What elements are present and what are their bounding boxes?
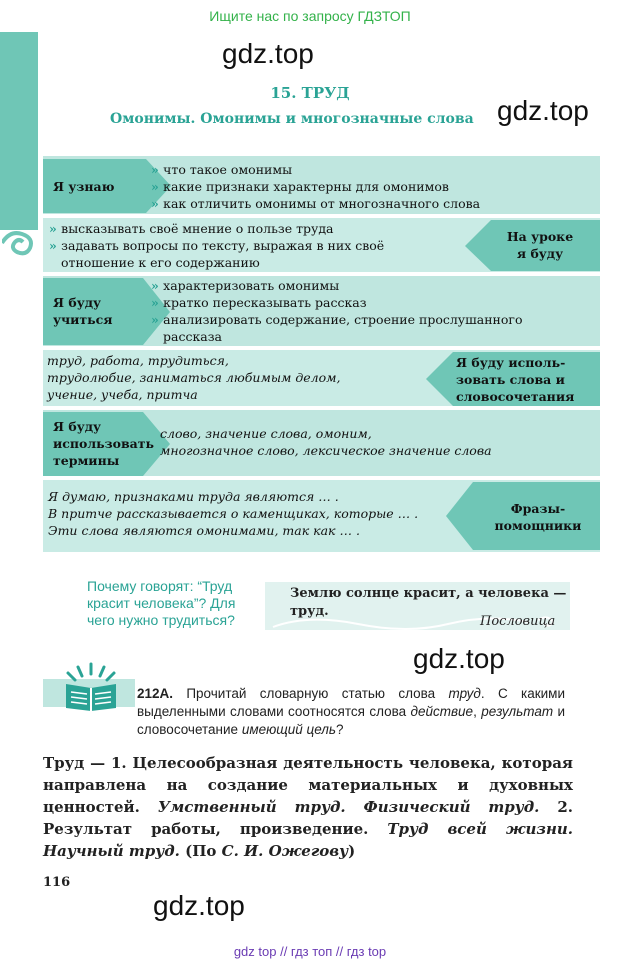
study-list xyxy=(151,277,523,345)
footer-links[interactable]: gdz top // гдз топ // гдз top xyxy=(233,944,387,959)
tag-study: Я буду учиться xyxy=(53,295,113,327)
lesson-subtitle: Омонимы. Омонимы и многозначные слова xyxy=(110,111,474,127)
list-item: » как отличить омонимы от многозначного слова xyxy=(151,195,480,212)
tag-words: Я буду исполь- зовать слова и словосочетания xyxy=(456,355,575,404)
phrases-list: Я думаю, признаками труда являются … . В притче рассказывается о каменщиках, которые … . Эти слова являются омонимами, так как … . xyxy=(48,489,419,538)
watermark: gdz.top xyxy=(413,643,505,674)
open-book-icon xyxy=(60,662,122,712)
page-number: 116 xyxy=(43,875,71,890)
list-item: » характеризовать омонимы xyxy=(151,277,523,294)
terms-list: слово, значение слова, омоним, многозначное слово, лексическое значение слова xyxy=(160,426,492,458)
words-list: труд, работа, трудиться, трудолюбие, заниматься любимым делом, учение, учеба, притча xyxy=(47,353,341,402)
dictionary-entry: Труд — 1. Целесообразная деятельность человека, которая направлена на создание материальных и духовных ценностей. Умственный труд. Физический труд. 2. Результат работы, произведение. Труд всей жизни. Научный труд. (По С. И. Ожегову) xyxy=(43,754,574,860)
proverb-source: Пословица xyxy=(480,614,556,629)
exercise-number: 212А. xyxy=(137,686,174,701)
proverb-text: Землю солнце красит, а человека — труд. xyxy=(290,586,567,619)
learn-list xyxy=(151,161,480,212)
tag-phrases: Фразы- помощники xyxy=(494,501,582,533)
lesson-title: 15. ТРУД xyxy=(270,84,350,102)
tag-terms: Я буду использовать термины xyxy=(53,419,154,468)
list-item: » задавать вопросы по тексту, выражая в них своё xyxy=(49,237,384,254)
list-item: » какие признаки характерны для омонимов xyxy=(151,178,480,195)
lesson-list xyxy=(49,220,384,271)
exercise-text: 212А. Прочитай словарную статью слова труд. С какими выделенными словами соотносятся слова действие, результат и словосочетание имеющий цель? xyxy=(137,686,566,737)
objectives-panel xyxy=(43,156,600,552)
tag-lesson: На уроке я буду xyxy=(506,229,574,261)
search-hint[interactable]: Ищите нас по запросу ГДЗТОП xyxy=(209,8,411,24)
proverb-question: Почему говорят: “Труд красит человека”? Для чего нужно трудиться? xyxy=(87,578,236,628)
list-item: » анализировать содержание, строение прослушанного xyxy=(151,311,523,328)
watermark: gdz.top xyxy=(153,890,245,921)
tag-learn: Я узнаю xyxy=(53,179,115,194)
watermark: gdz.top xyxy=(497,95,589,126)
list-item-continuation: отношение к его содержанию xyxy=(61,255,260,270)
list-item: » что такое омонимы xyxy=(151,161,480,178)
list-item: » высказывать своё мнение о пользе труда xyxy=(49,220,384,237)
side-decoration-bar xyxy=(0,32,38,230)
list-item: » кратко пересказывать рассказ xyxy=(151,294,523,311)
watermark: gdz.top xyxy=(222,38,314,69)
list-item-continuation: рассказа xyxy=(163,329,222,344)
swirl-ornament-icon xyxy=(2,228,42,258)
